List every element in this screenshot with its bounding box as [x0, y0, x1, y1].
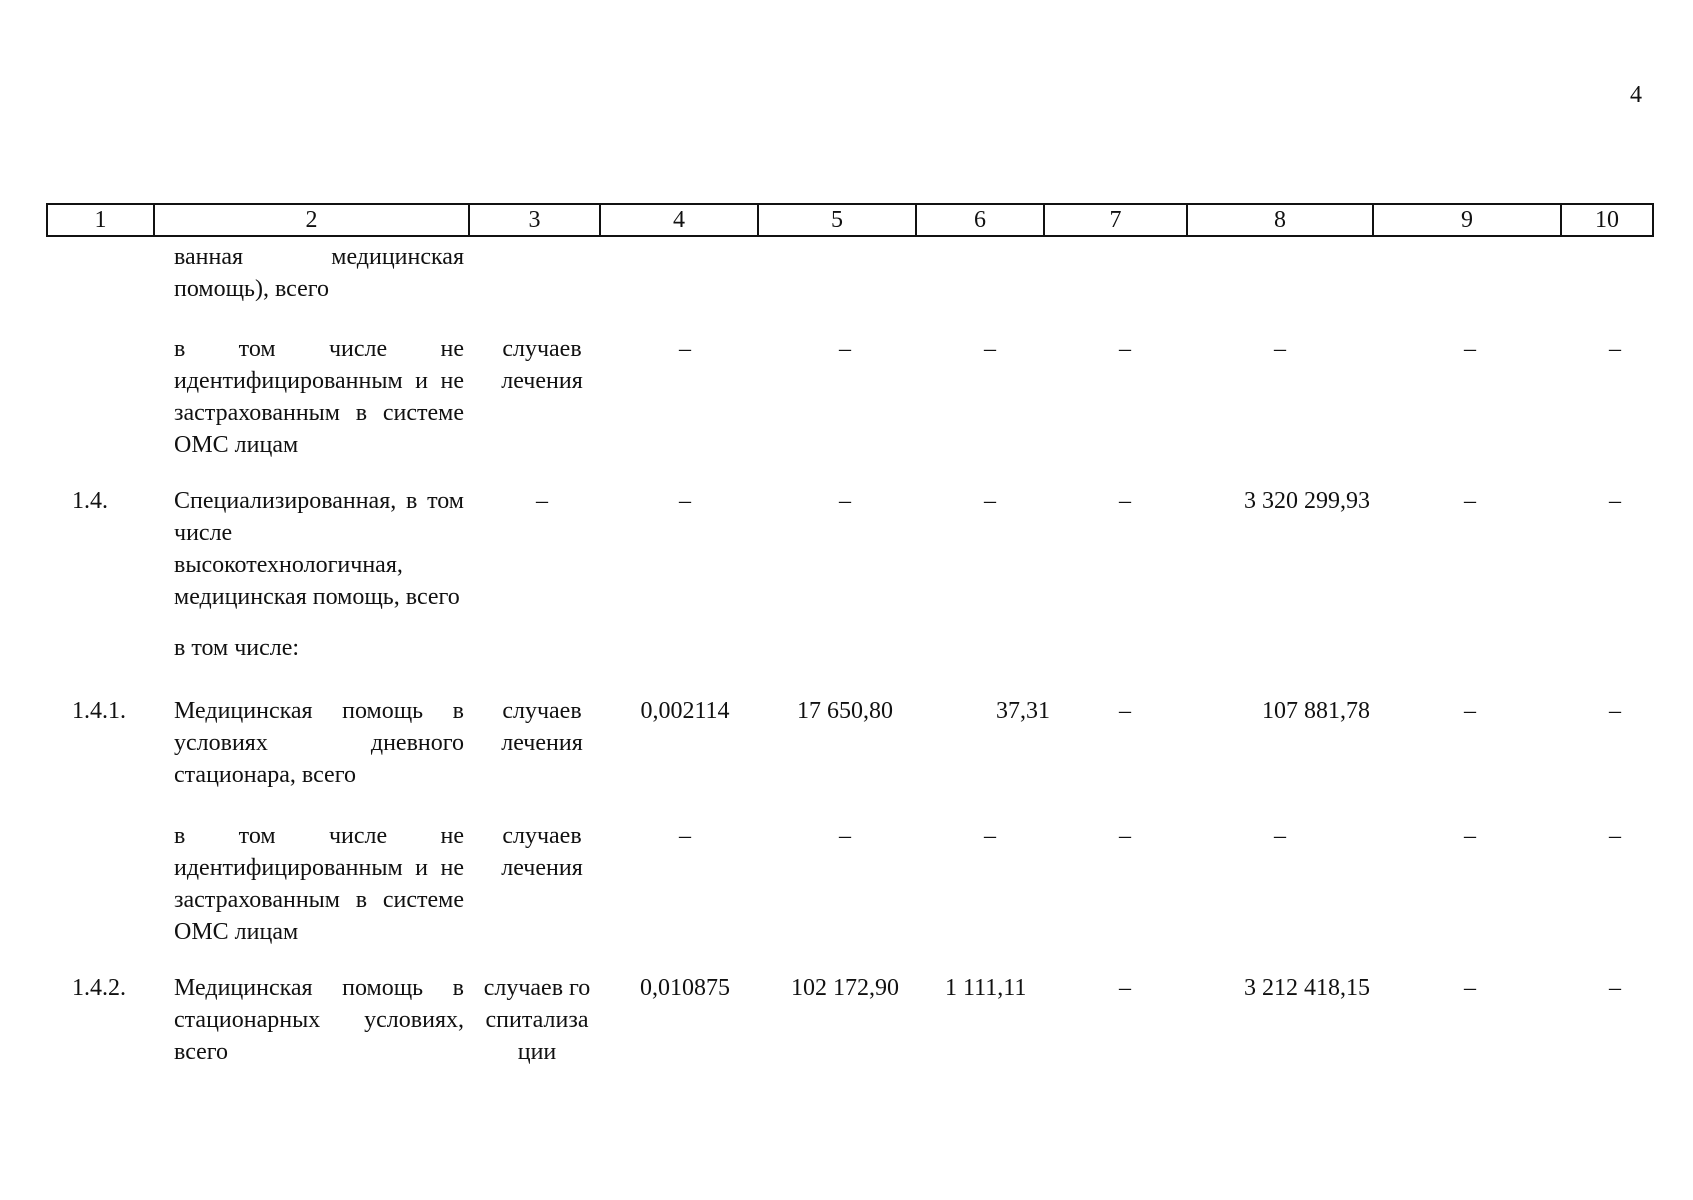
header-col-3: 3: [528, 207, 541, 233]
row-number: 1.4.2.: [72, 975, 126, 1001]
row-col-8: 3 212 418,15: [1244, 975, 1370, 1001]
row-number: 1.4.: [72, 488, 108, 514]
row-description: Специализированная, в том числе высокотехнологичная, медицинская помощь, всего: [174, 488, 464, 610]
row-col-9: –: [1464, 698, 1476, 724]
row-col-6: –: [984, 336, 996, 362]
row-col-10: –: [1609, 823, 1621, 849]
row-unit: случаев лечения: [501, 823, 583, 881]
row-unit: случаев госпитализации: [483, 975, 591, 1065]
header-col-4: 4: [673, 207, 685, 233]
header-col-8: 8: [1274, 207, 1286, 233]
row-description: Медицинская помощь в условиях дневного стационара, всего: [174, 698, 464, 788]
row-unit: случаев лечения: [501, 336, 583, 394]
row-col-5: 102 172,90: [791, 975, 899, 1001]
row-col-7: –: [1119, 698, 1131, 724]
row-description: Медицинская помощь в стационарных условиях, всего: [174, 975, 464, 1065]
header-col-10: 10: [1595, 207, 1619, 233]
row-description: в том числе не идентифицированным и не застрахованным в системе ОМС лицам: [174, 823, 464, 945]
row-col-9: –: [1464, 823, 1476, 849]
row-col-4: –: [679, 823, 691, 849]
row-unit: –: [536, 488, 548, 514]
row-col-9: –: [1464, 336, 1476, 362]
table-header-row: [46, 203, 1654, 237]
row-number: 1.4.1.: [72, 698, 126, 724]
row-col-8: 3 320 299,93: [1244, 488, 1370, 514]
row-col-4: –: [679, 336, 691, 362]
row-col-5: –: [839, 488, 851, 514]
header-col-1: 1: [94, 207, 107, 233]
row-col-4: 0,002114: [640, 698, 730, 724]
row-col-6: 1 111,11: [945, 975, 1027, 1001]
header-col-9: 9: [1461, 207, 1473, 233]
header-col-6: 6: [974, 207, 986, 233]
row-col-7: –: [1119, 488, 1131, 514]
row-col-6: –: [984, 488, 996, 514]
row-col-7: –: [1119, 336, 1131, 362]
row-col-6: 37,31: [996, 698, 1050, 724]
row-col-4: 0,010875: [640, 975, 730, 1001]
header-col-2: 2: [305, 207, 318, 233]
row-col-10: –: [1609, 336, 1621, 362]
header-col-5: 5: [831, 207, 843, 233]
row-col-4: –: [679, 488, 691, 514]
row-col-10: –: [1609, 975, 1621, 1001]
row-col-8: –: [1274, 336, 1286, 362]
row-col-8: 107 881,78: [1262, 698, 1370, 724]
row-col-9: –: [1464, 488, 1476, 514]
row-description: ванная медицинская помощь), всего: [174, 244, 464, 302]
row-col-10: –: [1609, 488, 1621, 514]
row-col-5: –: [839, 823, 851, 849]
row-description: в том числе:: [174, 635, 300, 661]
page-number: 4: [1630, 82, 1642, 108]
row-description: в том числе не идентифицированным и не застрахованным в системе ОМС лицам: [174, 336, 464, 458]
row-col-6: –: [984, 823, 996, 849]
row-col-7: –: [1119, 975, 1131, 1001]
row-col-10: –: [1609, 698, 1621, 724]
row-col-5: –: [839, 336, 851, 362]
row-col-9: –: [1464, 975, 1476, 1001]
row-col-5: 17 650,80: [797, 698, 893, 724]
row-col-7: –: [1119, 823, 1131, 849]
row-unit: случаев лечения: [501, 698, 583, 756]
row-col-8: –: [1274, 823, 1286, 849]
header-col-7: 7: [1109, 207, 1122, 233]
